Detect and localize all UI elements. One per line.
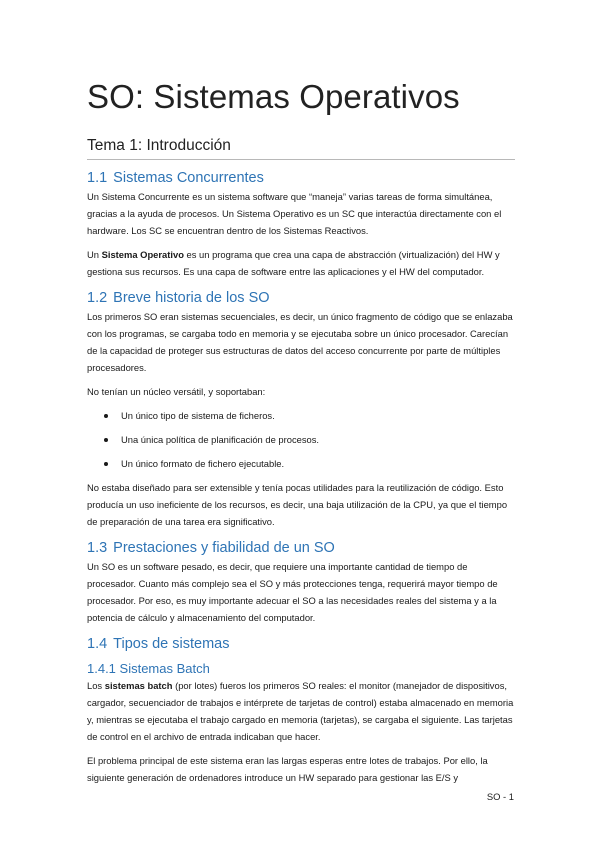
section-heading-1-2 (87, 289, 515, 307)
section-title: Tipos de sistemas (113, 636, 230, 652)
text-run: es un programa que crea una capa de abstracción (virtualización) del HW y gestiona sus recursos. Es una capa de software entre las aplicaciones y el HW del computador. (87, 249, 500, 277)
document-title: SO: Sistemas Operativos (87, 78, 460, 115)
text-run: Un (87, 249, 102, 260)
bullet-list (87, 407, 515, 472)
bullet-icon (104, 438, 108, 442)
list-item-text: Un único formato de fichero ejecutable. (121, 458, 285, 469)
list-item-text: Un único tipo de sistema de ficheros. (121, 410, 275, 421)
chapter-heading: Tema 1: Introducción (87, 136, 515, 160)
paragraph: El problema principal de este sistema eran las largas esperas entre lotes de trabajos. Por ello, la siguiente generación de ordenadores introduce un HW separado para gestionar las E/S y (87, 755, 488, 783)
paragraph (87, 677, 515, 745)
section-number: 1.4 (87, 636, 108, 652)
paragraph: No tenían un núcleo versátil, y soportaban: (87, 386, 266, 397)
bullet-icon (104, 414, 108, 418)
paragraph: Los primeros SO eran sistemas secuenciales, es decir, un único fragmento de código que se enlazaba con los programas, se cargaba todo en memoria y se ejecutaba sobre un único procesador. Carecían de la capacidad de proteger sus estructuras de datos del acceso concurrente por parte de múltiples procesadores. (87, 311, 513, 373)
section-heading-1-4 (87, 635, 515, 653)
paragraph (87, 246, 515, 280)
list-item (87, 431, 515, 448)
section-title: Sistemas Concurrentes (113, 170, 264, 186)
section-title: Breve historia de los SO (113, 290, 270, 306)
section-heading-1-3 (87, 539, 515, 557)
text-run: Los (87, 680, 105, 691)
section-number: 1.2 (87, 290, 108, 306)
section-heading-1-1 (87, 169, 515, 187)
section-number: 1.3 (87, 540, 108, 556)
list-item (87, 407, 515, 424)
section-title: Prestaciones y fiabilidad de un SO (113, 540, 335, 556)
section-number: 1.1 (87, 170, 108, 186)
paragraph: Un Sistema Concurrente es un sistema software que “maneja” varias tareas de forma simultánea, gracias a la ayuda de procesos. Un Sistema Operativo es un SC que interactúa directamente con el hardware. Los SC se encuentran dentro de los Sistemas Reactivos. (87, 191, 502, 236)
bold-term: Sistema Operativo (101, 249, 184, 260)
subsection-heading-1-4-1: 1.4.1 Sistemas Batch (87, 661, 210, 676)
text-run: (por lotes) fueros los primeros SO reales: el monitor (manejador de dispositivos, cargador, secuenciador de trabajos e intérprete de tarjetas de control) estaba almacenado en memoria y, mientras se ejecutaba el trabajo cargado en memoria (tarjetas), se cargaba el siguiente. Las tarjetas de control en el archivo de entrada indicaban que hacer. (87, 680, 514, 742)
list-item-text: Una única política de planificación de procesos. (121, 434, 320, 445)
bold-term: sistemas batch (104, 680, 173, 691)
bullet-icon (104, 462, 108, 466)
page-number: SO - 1 (486, 791, 514, 802)
document-body (87, 78, 515, 793)
paragraph: Un SO es un software pesado, es decir, que requiere una importante cantidad de tiempo de procesador. Cuanto más complejo sea el SO y más protecciones tenga, requerirá mayor tiempo de procesador. Por eso, es muy importante adecuar el SO a las necesidades reales del sistema y a la potencia de cálculo y almacenamiento del computador. (87, 561, 498, 623)
paragraph: No estaba diseñado para ser extensible y tenía pocas utilidades para la reutilización de código. Esto producía un uso ineficiente de los recursos, es decir, una baja utilización de la CPU, ya que el tiempo de preparación de una tarea era significativo. (87, 482, 508, 527)
list-item (87, 455, 515, 472)
